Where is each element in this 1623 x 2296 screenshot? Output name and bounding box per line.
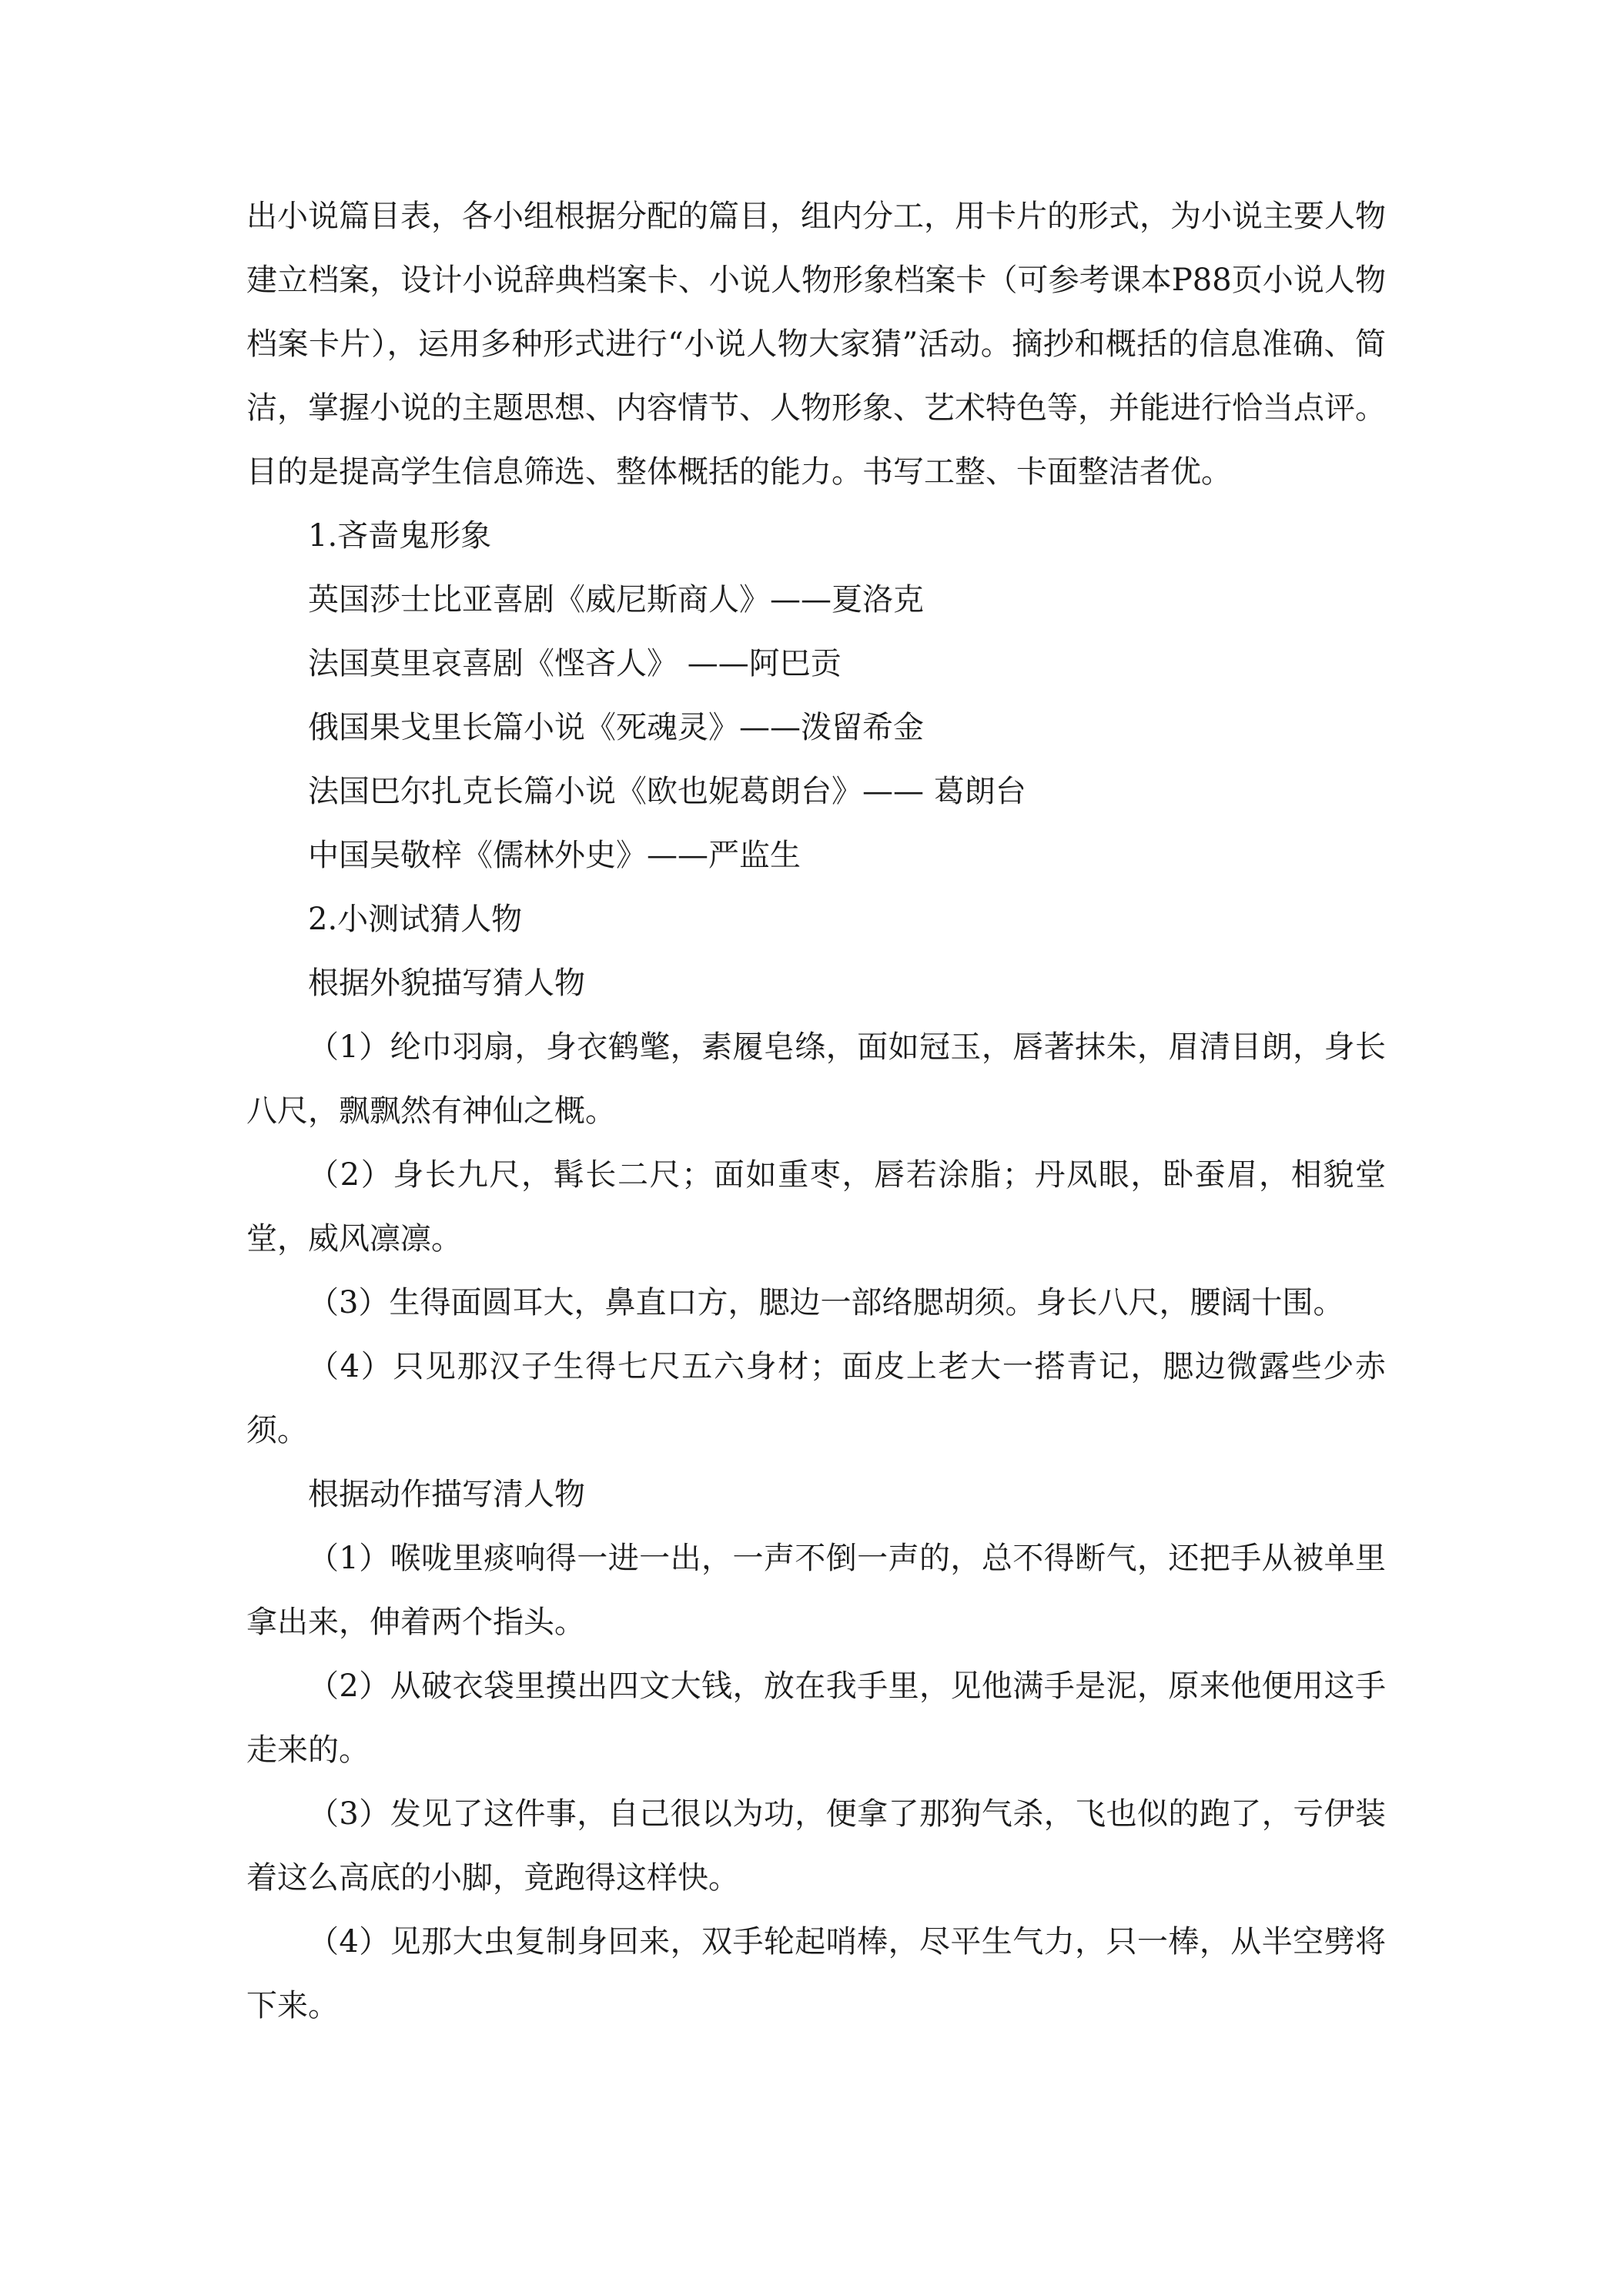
quiz-item-appearance-4: （4）只见那汉子生得七尺五六身材；面皮上老大一搭青记，腮边微露些少赤须。 [246, 1349, 1386, 1448]
list-item-harpagon: 法国莫里哀喜剧《悭吝人》 ——阿巴贡 [308, 646, 842, 681]
quiz-item-appearance-1: （1）纶巾羽扇，身衣鹤氅，素履皂绦，面如冠玉，唇著抹朱，眉清目朗，身长八尺，飘飘然有神仙之概。 [246, 1029, 1386, 1129]
heading-guess-quiz: 2.小测试猜人物 [308, 902, 523, 937]
list-item-shylock: 英国莎士比亚喜剧《威尼斯商人》——夏洛克 [308, 582, 924, 618]
quiz-item-appearance-2: （2）身长九尺，髯长二尺；面如重枣，唇若涂脂；丹凤眼，卧蚕眉，相貌堂堂，威风凛凛。 [246, 1157, 1386, 1257]
list-item-plyushkin: 俄国果戈里长篇小说《死魂灵》——泼留希金 [308, 710, 924, 745]
quiz-item-action-2: （2）从破衣袋里摸出四文大钱，放在我手里，见他满手是泥，原来他便用这手走来的。 [246, 1668, 1386, 1768]
subheading-appearance: 根据外貌描写猜人物 [308, 966, 585, 1001]
quiz-item-action-3: （3）发见了这件事，自己很以为功，便拿了那狗气杀，飞也似的跑了，亏伊装着这么高底的小脚，竟跑得这样快。 [246, 1796, 1386, 1896]
list-item-yan-jiansheng: 中国吴敬梓《儒林外史》——严监生 [308, 838, 801, 873]
quiz-item-action-1: （1）喉咙里痰响得一进一出，一声不倒一声的，总不得断气，还把手从被单里拿出来，伸着两个指头。 [246, 1541, 1386, 1640]
paragraph-intro: 出小说篇目表，各小组根据分配的篇目，组内分工，用卡片的形式，为小说主要人物建立档案，设计小说辞典档案卡、小说人物形象档案卡（可参考课本P88页小说人物档案卡片），运用多种形式进行“小说人物大家猜”活动。摘抄和概括的信息准确、简洁，掌握小说的主题思想、内容情节、人物形象、艺术特色等，并能进行恰当点评。目的是提高学生信息筛选、整体概括的能力。书写工整、卡面整洁者优。 [246, 199, 1386, 490]
heading-miser-images: 1.吝啬鬼形象 [308, 518, 492, 554]
quiz-item-appearance-3: （3）生得面圆耳大，鼻直口方，腮边一部络腮胡须。身长八尺，腰阔十围。 [308, 1285, 1344, 1320]
quiz-item-action-4: （4）见那大虫复制身回来，双手轮起哨棒，尽平生气力，只一棒，从半空劈将下来。 [246, 1924, 1386, 2023]
list-item-grandet: 法国巴尔扎克长篇小说《欧也妮葛朗台》—— 葛朗台 [308, 774, 1026, 809]
document-body [246, 185, 1386, 2038]
subheading-action: 根据动作描写清人物 [308, 1477, 585, 1512]
